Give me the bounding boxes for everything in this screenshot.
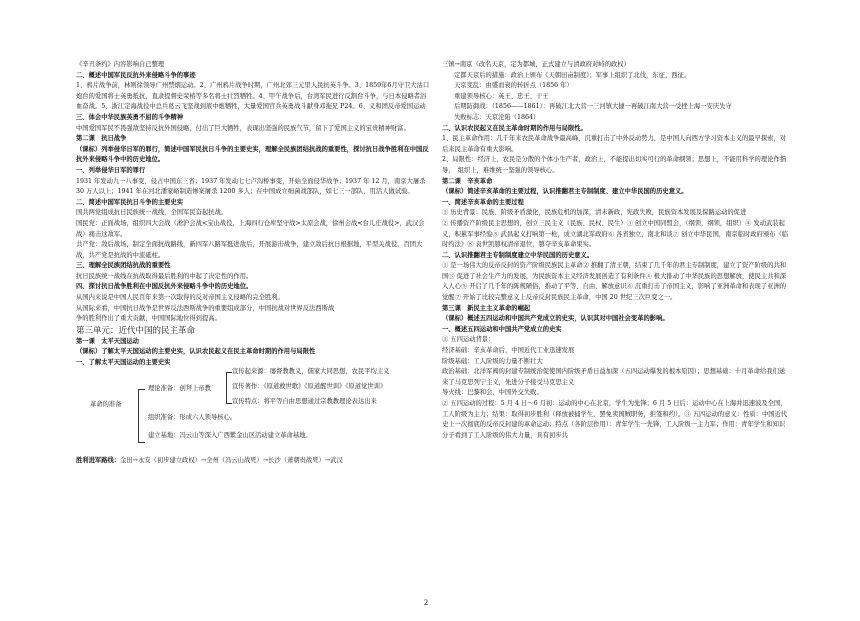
left-paragraph: 抗日民族统一战线在抗战取得最后胜利的中起了决定性的作用。	[76, 272, 253, 280]
right-paragraph: 后期防御战：（1856——1861）：再破江北大营一三河镇大捷一再破江南大营一受挫上海一安庆失守	[454, 103, 732, 111]
right-paragraph: 政治基础：北洋军阀的封建专制统治促使国内阶级矛盾日益加深（五四运动爆发的根本原因）；思想基础：十月革命给我们送来了马克思列宁主义，先进分子接受马克思主义	[442, 368, 786, 386]
right-paragraph: 2、局限性：经济上，农民是分散的个体小生产者，政治上，不能提出切实可行的革命纲领；思想上，不能用科学的理论作指导， 组织上，难维统一坚强的领导核心。	[442, 156, 787, 174]
left-paragraph: 三、体会中华民族英勇不屈的斗争精神	[76, 113, 184, 121]
left-paragraph: 《辛丑条约》内容影响自己整理	[76, 61, 165, 68]
left-column	[76, 60, 432, 466]
right-paragraph: ① 历史背景：民族、阶级矛盾激化，民族危机的加深，清末新政，宪政失败，民族资本发展及保路运动的促进	[442, 209, 747, 217]
left-paragraph: 一、了解太平天国运动的主要史实	[76, 359, 171, 367]
right-paragraph: 一、简述辛亥革命的主要过程	[442, 198, 524, 206]
right-paragraph: 1、民主革命作用：几千年来农民革命战争最高峰，沉重打击了中外反动势力，是中国人向西方学习资本主义的最早探索，对后来民主革命有重大影响。	[442, 135, 787, 153]
right-paragraph: ① 五四运动背景：	[442, 336, 495, 344]
left-paragraph: 国共两党组成抗日民族统一战线，全国军民奋起抗战。	[76, 209, 228, 217]
left-paragraph: （课标）了解太平天国运动的主要史实，认识农民起义在民主革命时期的作用与局限性	[76, 348, 316, 356]
left-paragraph: 1、鸦片战争前，林则徐领导广州禁烟运动。2、广州鸦片战争时期，广州北郊三元里人民抗英斗争。3、1859年6月守卫大沽口炮台的爱国将士英勇抵抗，直隶提督史荣椿等多名将士壮烈牺牲。4、甲午战争后，台湾军民进行反割台斗争，与日本侵略者浴血奋战。5、浙江定海战役中总兵葛云飞坚战到底中炮牺牲，大量爱国官兵英勇战斗献身邓拖兄 P24。6、义和团反帝爱国运动	[76, 82, 430, 111]
left-paragraph: 第二课 抗日战争	[76, 135, 127, 143]
right-paragraph: 重建领导核心：英王、忠王、干王	[454, 92, 549, 100]
page-number: 2	[424, 598, 428, 607]
right-paragraph: 经济基础：辛亥革命后，中国近代工业迅速发展	[442, 347, 575, 355]
left-paragraph: （课标）列举侵华日军的罪行，简述中国军民抗日斗争的主要史实，理解全民族团结抗战的重要性，探讨抗日战争胜利在中国反抗外来侵略斗争中的历史地位。	[76, 145, 429, 164]
route-paragraph	[76, 456, 432, 467]
diagram-base: 建立基地：冯云山等深入广西紫金山区活动建立革命基地。	[148, 431, 312, 439]
left-paragraph: 二、简述中国军民抗日斗争的主要史实	[76, 198, 184, 206]
right-paragraph: 导火线：巴黎和会，中国外交失败。	[442, 389, 543, 397]
right-paragraph: 天京变乱：由盛而衰的转折点（1856 年）	[454, 82, 573, 90]
outer-brace	[138, 389, 145, 443]
diagram-theory-item: 宣传起来源：屡督教教义，儒家大同思想，农民平均主义	[232, 367, 390, 375]
right-paragraph: （课标）概述五四运动和中国共产党成立的史实，认识其对中国社会变革的影响。	[442, 315, 669, 323]
left-paragraph: 从国内来说是中国人民百年来第一次取得的反对帝国主义侵略的完全胜利。	[76, 294, 284, 302]
right-paragraph: 第二课 辛亥革命	[442, 177, 493, 185]
right-paragraph: 失败标志：天京沦陷（1864）	[454, 113, 540, 121]
right-paragraph: 定都天京后的措施：政治上颁布《天朝田亩制度》；军事上组织了北伐，东征，西征。	[454, 71, 691, 79]
left-paragraph: 四、探讨抗日战争胜利在中国反抗外来侵略斗争中的历史地位。	[76, 283, 253, 291]
right-paragraph: 二、认识推翻君主专制制度建立中华民国的历史意义。	[442, 251, 594, 259]
preparation-diagram	[76, 367, 432, 456]
route-label: 胜利进军路线：	[76, 456, 121, 464]
diagram-theory-item: 宣传特点：将平等自由思想通过宗教教理论表达出来	[232, 397, 377, 405]
right-paragraph: 一、概述五四运动和中国共产党成立的史实	[442, 325, 562, 333]
left-paragraph: 中国爱国军民不畏强敌坚持反抗外国侵略，付出了巨大牺牲，表现出坚强的民族气节，留下了爱国主义的宝贵精神财富。	[76, 124, 410, 132]
diagram-theory-item: 宣传著作：《原道救世歌》《原道醒世训》《原道觉世训》	[232, 382, 387, 390]
left-paragraph: 1931 年发动九一八事变，侵占中国东三省；1937 年发动七七卢沟桥事变，开始全面侵华战争；1937 年 12 月，南京大屠杀 30 万人以上；1941 年在河北潘家峪制造惨案屠杀 1200 多人；在中国成立细菌战部队，如七三一部队，用活人做试验。	[76, 177, 426, 196]
left-paragraph: 争的胜利作出了重大贡献，中国国际地位得到提高。	[76, 315, 221, 323]
right-paragraph: 第三课 新民主主义革命的崛起	[442, 304, 531, 312]
diagram-root: 革命的准备	[90, 400, 122, 408]
right-paragraph: （课标）简述辛亥革命的主要过程，认识推翻君主专制制度、建立中华民国的历史意义。	[442, 188, 688, 196]
right-column	[442, 60, 790, 441]
left-paragraph: 国民党：正面战场，组织四大会战（淞沪会战<宝山战役，上海四行仓库坚守战>太原会战，徐州会战<台儿庄战役>，武汉会战）痛击这敌军。	[76, 219, 425, 238]
right-paragraph: 阶级基础：工人阶级的力量不断壮大	[442, 357, 543, 365]
left-paragraph: 共产党：敌后战场，制定全面抗战路线，新四军八路军挺进敌后，开展游击战争，建立敌后抗日根据地，平型关战役，百团大战，共产党是抗战的中流砥柱。	[76, 241, 423, 259]
left-paragraph: 从国际来看，中国抗日战争是世界反法西斯战争的重要组成部分，中国抗战对世界反法西斯战	[76, 304, 335, 312]
left-paragraph: 第三单元：近代中国的民主革命	[76, 325, 196, 336]
right-paragraph: ② 传播资产阶级民主思想的，创立三民主义（民族、民权、民生）③ 创立中国同盟会，（纲领，纲领，组织）④ 发动武装起义，积累军事经验⑤ 武昌起义打响第一枪，成立湖北军政府⑥ 各省独立，南北和谈⑦ 创立中华民国，南京临时政府颁布《临时约法》⑧ 袁世凯篡权清帝退位，篡夺辛亥革命果实。	[442, 219, 789, 249]
right-paragraph: ② 五四运动的过程：5 月 4 日～6 月初：运动的中心在北京，学生为先锋；6 月 5 日后：运动中心在上海并迅速波及全国，工人阶级为主力；结果：取得初步胜利（释放被捕学生，罢免卖国贼职务，拒签和约）。③ 五四运动的意义：性质：中国近代史上一次彻底的反帝反封建的革命运动；特点（各阶层作用）：青年学生一先锋，工人阶级一主力军；作用：青年学生和知识分子看到了工人阶级的伟大力量，具有初步共	[442, 400, 788, 439]
left-paragraph: 二、概述中国军民反抗外来侵略斗争的事迹	[76, 71, 196, 79]
left-paragraph: 第一课 太平天国运动	[76, 337, 139, 345]
route-text: 金田→永安（初步建立政权）→全州（冯云山战死）→长沙（萧朝贵战死）→武汉	[120, 456, 343, 464]
diagram-org: 组织准备：形成六人领导核心。	[148, 413, 237, 421]
left-paragraph: 三、理解全民族团结抗战的重要性	[76, 262, 171, 270]
right-paragraph: ① 是一场伟大的反帝反封的资产阶级民族民主革命② 推翻了清王朝，结束了几千年的君主专制制度，建立了资产阶级的共和国③ 促进了社会生产力的发展，为民族资本主义经济发展创造了有利条件④ 极大推动了中华民族的思想解放，使民主共和深入人心⑤ 开启了几千年的陈规陋俗，推动了平等、自由、解放意识⑥ 沉重打击了帝国主义，影响了亚洲革命和表现了亚洲的觉醒⑦ 开始了比较完整意义上反帝反封民族民主革命，中国 20 世纪三次巨变之一。	[442, 262, 787, 302]
right-paragraph: 三镇→南京（改名天京，定为都城，正式建立与清政府对峙的政权）	[442, 61, 630, 68]
diagram-theory: 理论准备：创拜上帝教	[148, 384, 211, 392]
left-paragraph: 一、列举侵华日军的罪行	[76, 166, 146, 174]
right-paragraph: 二、认识农民起义在民主革命时期的作用与局限性。	[442, 124, 587, 132]
